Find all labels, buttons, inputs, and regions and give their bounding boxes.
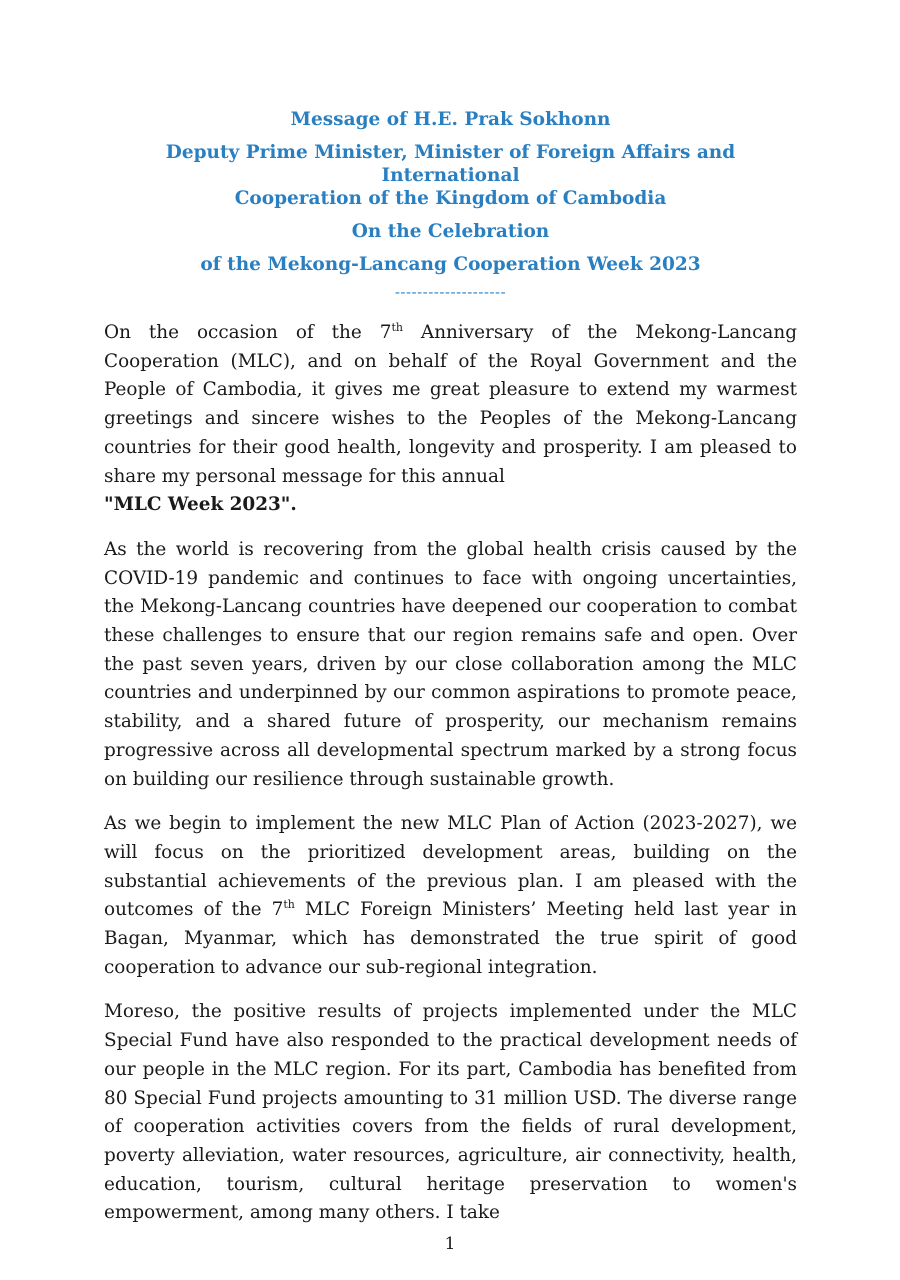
paragraph-text: As we begin to implement the new MLC Plan of Action (2023-2027), we will focus on the prioritized development areas, building on the substantial achievements of the previous plan. I am pleased with the outcomes of the 7 (104, 813, 797, 921)
paragraph-text: Anniversary of the Mekong-Lancang Cooperation (MLC), and on behalf of the Royal Government and the People of Cambodia, it gives me great pleasure to extend my warmest greetings and sincere wishes to the Peoples of the Mekong-Lancang countries for their good health, longevity and prosperity. I am pleased to share my personal message for this annual (104, 322, 797, 487)
paragraph-text: On the occasion of the 7 (104, 322, 392, 343)
paragraph-cooperation: As the world is recovering from the global health crisis caused by the COVID-19 pandemic and continues to face with ongoing uncertainties, the Mekong-Lancang countries have deepened our cooperation to combat these challenges to ensure that our region remains safe and open. Over the past seven years, driven by our close collaboration among the MLC countries and underpinned by our common aspirations to promote peace, stability, and a shared future of prosperity, our mechanism remains progressive across all developmental spectrum marked by a strong focus on building our resilience through sustainable growth. (104, 538, 797, 790)
paragraph-anniversary (104, 319, 797, 520)
page-number: 1 (444, 1234, 456, 1254)
heading-speaker-name: Message of H.E. Prak Sokhonn (290, 109, 611, 130)
paragraph-special-fund: Moreso, the positive results of projects implemented under the MLC Special Fund have also responded to the practical development needs of our people in the MLC region. For its part, Cambodia has benefited from 80 Special Fund projects amounting to 31 million USD. The diverse range of cooperation activities covers from the fields of rural development, poverty alleviation, water resources, agriculture, air connectivity, health, education, tourism, cultural heritage preservation to women's empowerment, among many others. I take (104, 1001, 797, 1224)
heading-title-line-1: Deputy Prime Minister, Minister of Foreign Affairs and International (165, 142, 736, 186)
heading-speaker-title (104, 141, 797, 210)
paragraph-text: MLC Foreign Ministers’ Meeting held last year in Bagan, Myanmar, which has demonstrated the true spirit of good cooperation to advance our sub-regional integration. (104, 899, 797, 978)
heading-divider: -------------------- (394, 283, 507, 301)
heading-title-line-2: Cooperation of the Kingdom of Cambodia (234, 188, 667, 209)
message-body (104, 319, 797, 1228)
ordinal-superscript: th (391, 321, 403, 334)
message-heading (104, 108, 797, 302)
heading-event-name: of the Mekong-Lancang Cooperation Week 2023 (200, 254, 701, 275)
paragraph-plan-of-action (104, 810, 797, 982)
ordinal-superscript: th (283, 898, 295, 912)
mlc-week-title: "MLC Week 2023". (104, 494, 297, 516)
heading-occasion: On the Celebration (351, 221, 550, 242)
